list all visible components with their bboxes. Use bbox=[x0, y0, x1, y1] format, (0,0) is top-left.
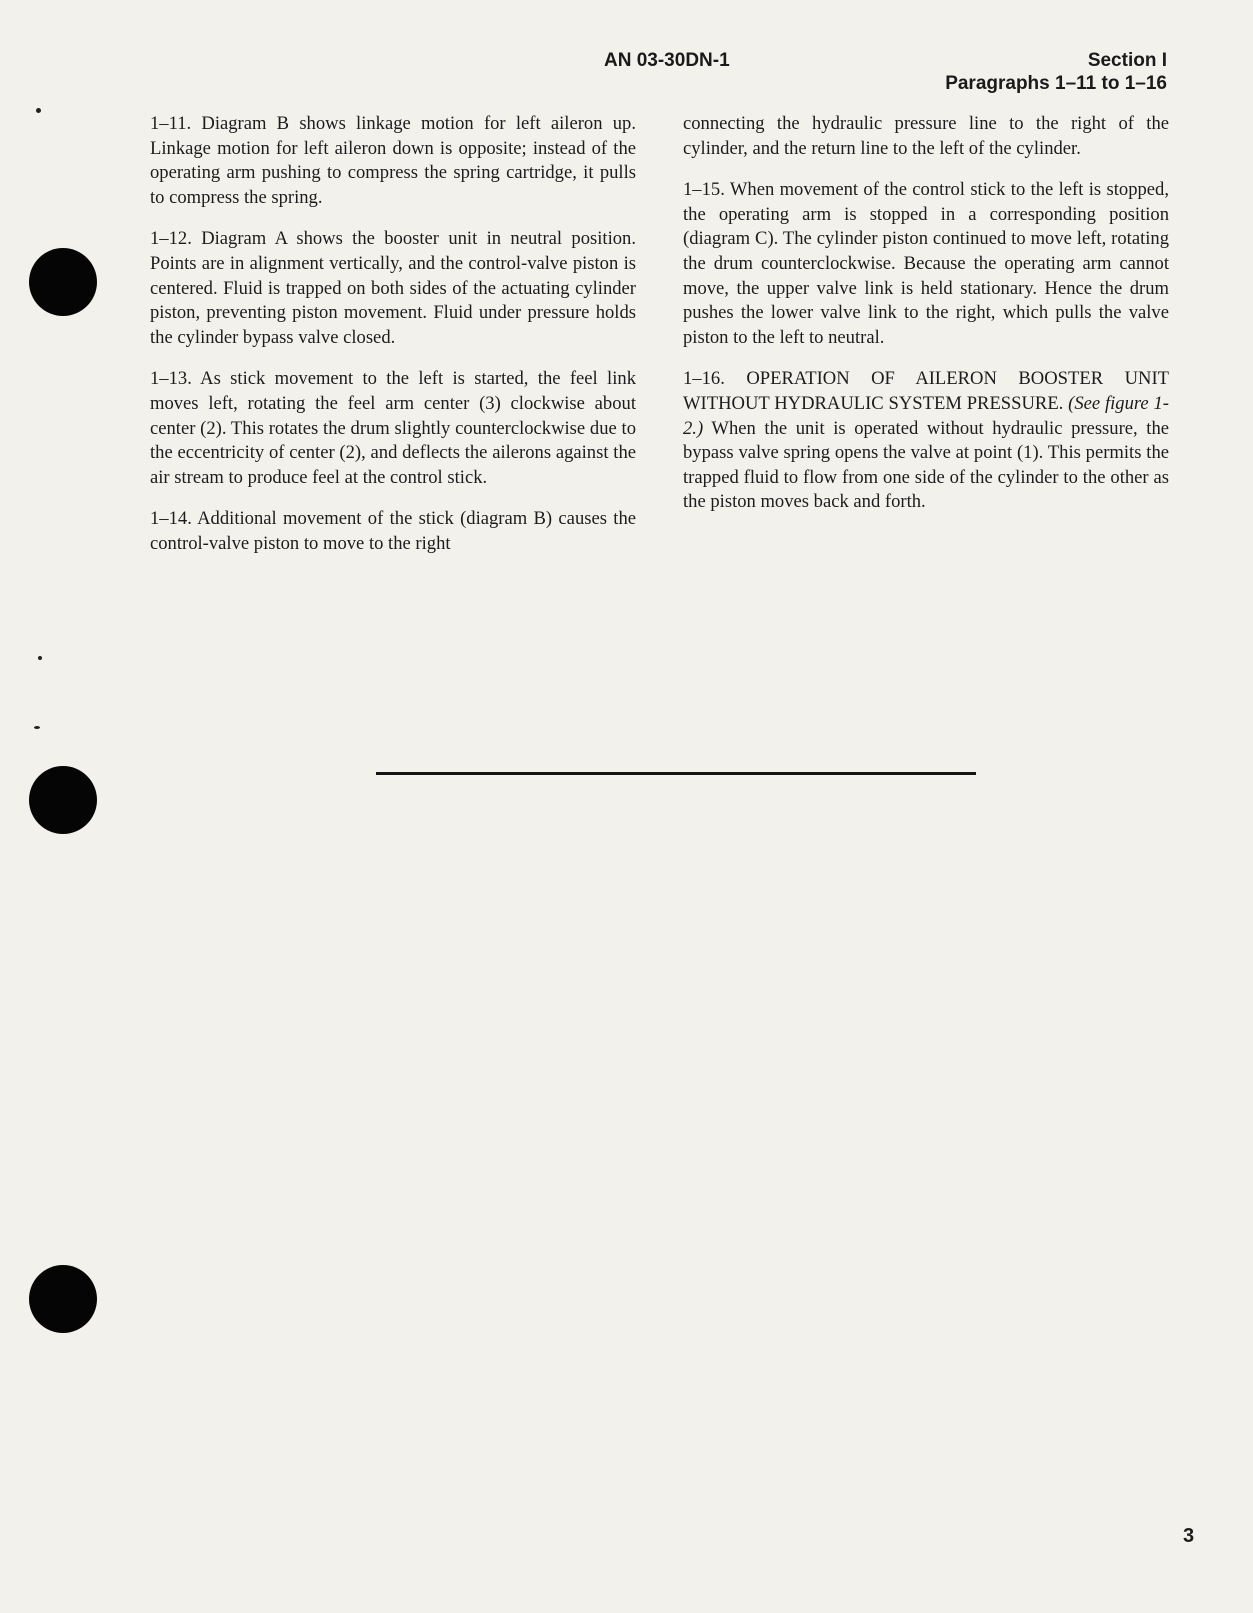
paragraphs-range: Paragraphs 1–11 to 1–16 bbox=[945, 73, 1167, 94]
page-number: 3 bbox=[1183, 1525, 1195, 1547]
scan-speck bbox=[34, 726, 40, 729]
paragraph-1-14: 1–14. Additional movement of the stick (diagram B) causes the control-valve piston to move to the right bbox=[150, 508, 636, 554]
paragraph-1-14-continued: connecting the hydraulic pressure line to the right of the cylinder, and the return line to the left of the cylinder. bbox=[683, 113, 1169, 159]
paragraph-1-16-body: When the unit is operated without hydraulic pressure, the bypass valve spring opens the valve at point (1). This permits the trapped fluid to flow from one side of the cylinder to the other as the piston moves back and forth. bbox=[683, 417, 1169, 513]
punch-hole bbox=[29, 248, 97, 316]
section-label: Section I bbox=[1087, 50, 1167, 71]
paragraph-1-16-heading: 1–16. OPERATION OF AILERON BOOSTER UNIT WITHOUT HYDRAULIC SYSTEM PRESSURE. bbox=[683, 368, 1169, 414]
paragraph-1-15: 1–15. When movement of the control stick to the left is stopped, the operating arm is stopped in a corresponding position (diagram C). The cylinder piston continued to move left, rotating the drum counterclockwise. Because the operating arm cannot move, the upper valve link is held stationary. Hence the drum pushes the lower valve link to the right, which pulls the valve piston to the left to neutral. bbox=[683, 179, 1169, 348]
left-column bbox=[150, 112, 636, 574]
scan-speck bbox=[36, 108, 41, 113]
figure-reference: (See figure 1-2.) bbox=[683, 392, 1169, 439]
scan-speck bbox=[38, 656, 42, 660]
paragraph-1-13: 1–13. As stick movement to the left is started, the feel link moves left, rotating the feel arm center (3) clockwise about center (2). This rotates the drum slightly counterclockwise due to the eccentricity of center (2), and deflects the ailerons against the air stream to produce feel at the control stick. bbox=[150, 368, 636, 488]
right-column bbox=[683, 112, 1169, 532]
document-number: AN 03-30DN-1 bbox=[604, 50, 730, 71]
punch-hole bbox=[29, 1265, 97, 1333]
section-divider-rule bbox=[376, 772, 976, 775]
paragraph-1-12: 1–12. Diagram A shows the booster unit in neutral position. Points are in alignment vertically, and the control-valve piston is centered. Fluid is trapped on both sides of the actuating cylinder piston, preventing piston movement. Fluid under pressure holds the cylinder bypass valve closed. bbox=[150, 228, 636, 348]
punch-hole bbox=[29, 766, 97, 834]
paragraph-1-11: 1–11. Diagram B shows linkage motion for left aileron up. Linkage motion for left aileron down is opposite; instead of the operating arm pushing to compress the spring cartridge, it pulls to compress the spring. bbox=[150, 113, 636, 208]
paragraph-1-16 bbox=[683, 367, 1169, 515]
